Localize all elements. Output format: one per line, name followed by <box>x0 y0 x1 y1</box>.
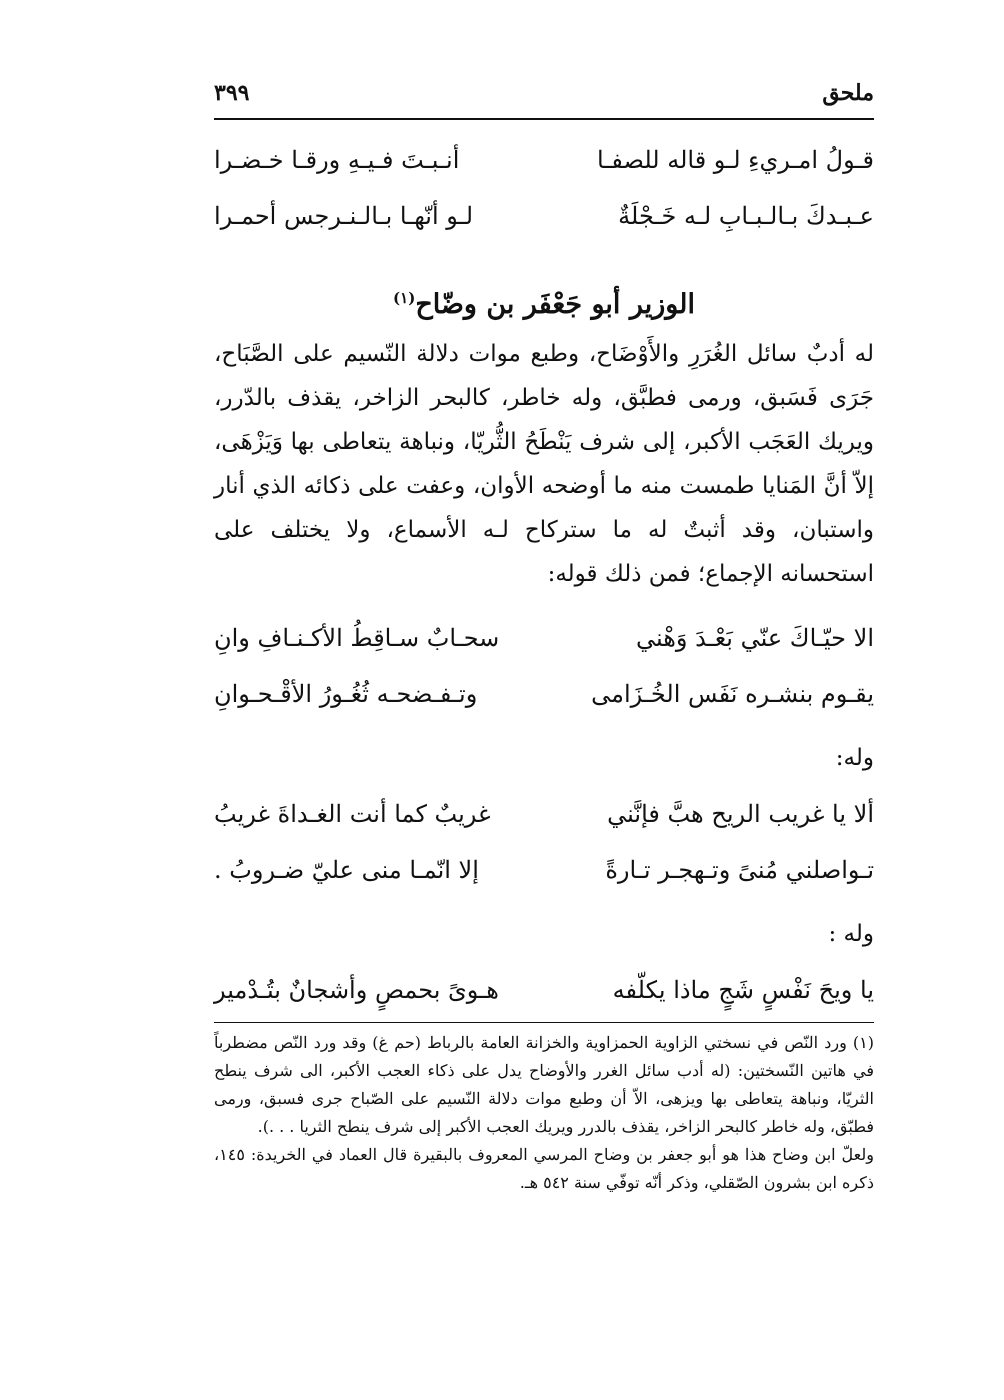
section-title <box>214 268 874 328</box>
page-number: ٣٩٩ <box>214 80 250 106</box>
verse-first-hemistich: عـبـدكَ بـالـبـابِ لـه خَـجْلَةٌ <box>618 202 874 230</box>
footnote-rule <box>214 1022 874 1023</box>
verse-line <box>214 132 874 188</box>
verse-second-hemistich: سحـابٌ سـاقِطُ الأكـنـافِ وانِ <box>214 624 500 652</box>
verse-second-hemistich: غريبٌ كما أنت الغـداةَ غريبُ <box>214 800 491 828</box>
footnote-marker: (١) <box>393 289 416 307</box>
biography-paragraph: له أدبٌ سائل الغُرَرِ والأَوْضَاح، وطبع موات دلالة النّسيم على الصَّبَاح، جَرَى فَسَبق، ورمى فطبَّق، وله خاطر، كالبحر الزاخر، يقذف بالدّرر، ويريك العَجَب الأكبر، إلى شرف يَنْطَحُ الثُّريّا، ونباهة يتعاطى بها وَيَزْهَى، إلاّ أنَّ المَنايا طمست منه ما أوضحه الأوان، وعفت على ذكائه الذي أنار واستبان، وقد أثبتٌ له ما ستركاح لـه الأسماع، ولا يختلف على استحسانه الإجماع؛ فمن ذلك قوله: <box>214 341 874 587</box>
verse-line <box>214 962 874 1018</box>
running-title: ملحق <box>822 80 874 106</box>
verse-second-hemistich: وتـفـضحـه ثُغُـورُ الأقْـحـوانِ <box>214 680 478 708</box>
verse-first-hemistich: الا حيّـاكَ عنّي بَعْـدَ وَهْني <box>635 624 874 652</box>
verse-line <box>214 842 874 898</box>
verse-first-hemistich: يقـوم بنشـره نَفَس الخُـزَامى <box>591 680 874 708</box>
verse-first-hemistich: تـواصلني مُنىً وتـهجـر تـارةً <box>605 856 874 884</box>
poem-3 <box>214 962 874 1018</box>
footnotes <box>214 1029 874 1197</box>
verse-first-hemistich: قـولُ امـريءِ لـو قاله للصفـا <box>597 146 874 174</box>
verse-second-hemistich: هـوىً بحمصٍ وأشجانٌ بتُـدْمير <box>214 976 499 1004</box>
verse-second-hemistich: لـو أنّهـا بـالـنـرجس أحمـرا <box>214 202 474 230</box>
poem-2 <box>214 786 874 898</box>
verse-second-hemistich: أنـبـتَ فـيـهِ ورقـا خـضـرا <box>214 146 460 174</box>
verse-first-hemistich: ألا يا غريب الريح هبَّ فإنَّني <box>607 800 874 828</box>
poem-intro: وله : <box>828 921 874 947</box>
footnote-1: (١) ورد النّص في نسختي الزاوية الحمزاوية والخزانة العامة بالرباط (حم غ) وقد ورد النّص مضطرباً في هاتين النّسختين: (له أدب سائل الغرر والأوضاح يدل على ذكاء العجب الأكبر، الى شرف ينطح الثريّا، ونباهة يتعاطى بها ويزهى، الاّ أن وطبع موات دلالة النّسيم على الصّباح جرى فسبق، ورمى فطبّق، وله خاطر كالبحر الزاخر، يقذف بالدرر ويريك العجب الأكبر إلى شرف ينطح الثريا . . .). <box>214 1033 875 1136</box>
verse-second-hemistich: إلا انّمـا منى عليّ ضـروبُ . <box>214 856 479 884</box>
verse-line <box>214 610 874 666</box>
poem-intro: وله: <box>835 745 874 771</box>
page-body <box>214 132 874 1197</box>
verse-line <box>214 786 874 842</box>
opening-verses <box>214 132 874 244</box>
footnote-1-continued: ولعلّ ابن وضاح هذا هو أبو جعفر بن وضاح المرسي المعروف بالبقيرة قال العماد في الخريدة: ١٤٥، ذكره ابن بشرون الصّقلي، وذكر أنّه توفّي سنة ٥٤٢ هـ. <box>214 1145 874 1192</box>
verse-first-hemistich: يا ويحَ نَفْسٍ شَجٍ ماذا يكلّفه <box>612 976 874 1004</box>
page-header <box>214 80 874 114</box>
header-rule <box>214 118 874 120</box>
section-title-text: الوزير أبو جَعْفَر بن وضّاح <box>415 289 695 320</box>
verse-line <box>214 666 874 722</box>
poem-1 <box>214 610 874 722</box>
verse-line <box>214 188 874 244</box>
